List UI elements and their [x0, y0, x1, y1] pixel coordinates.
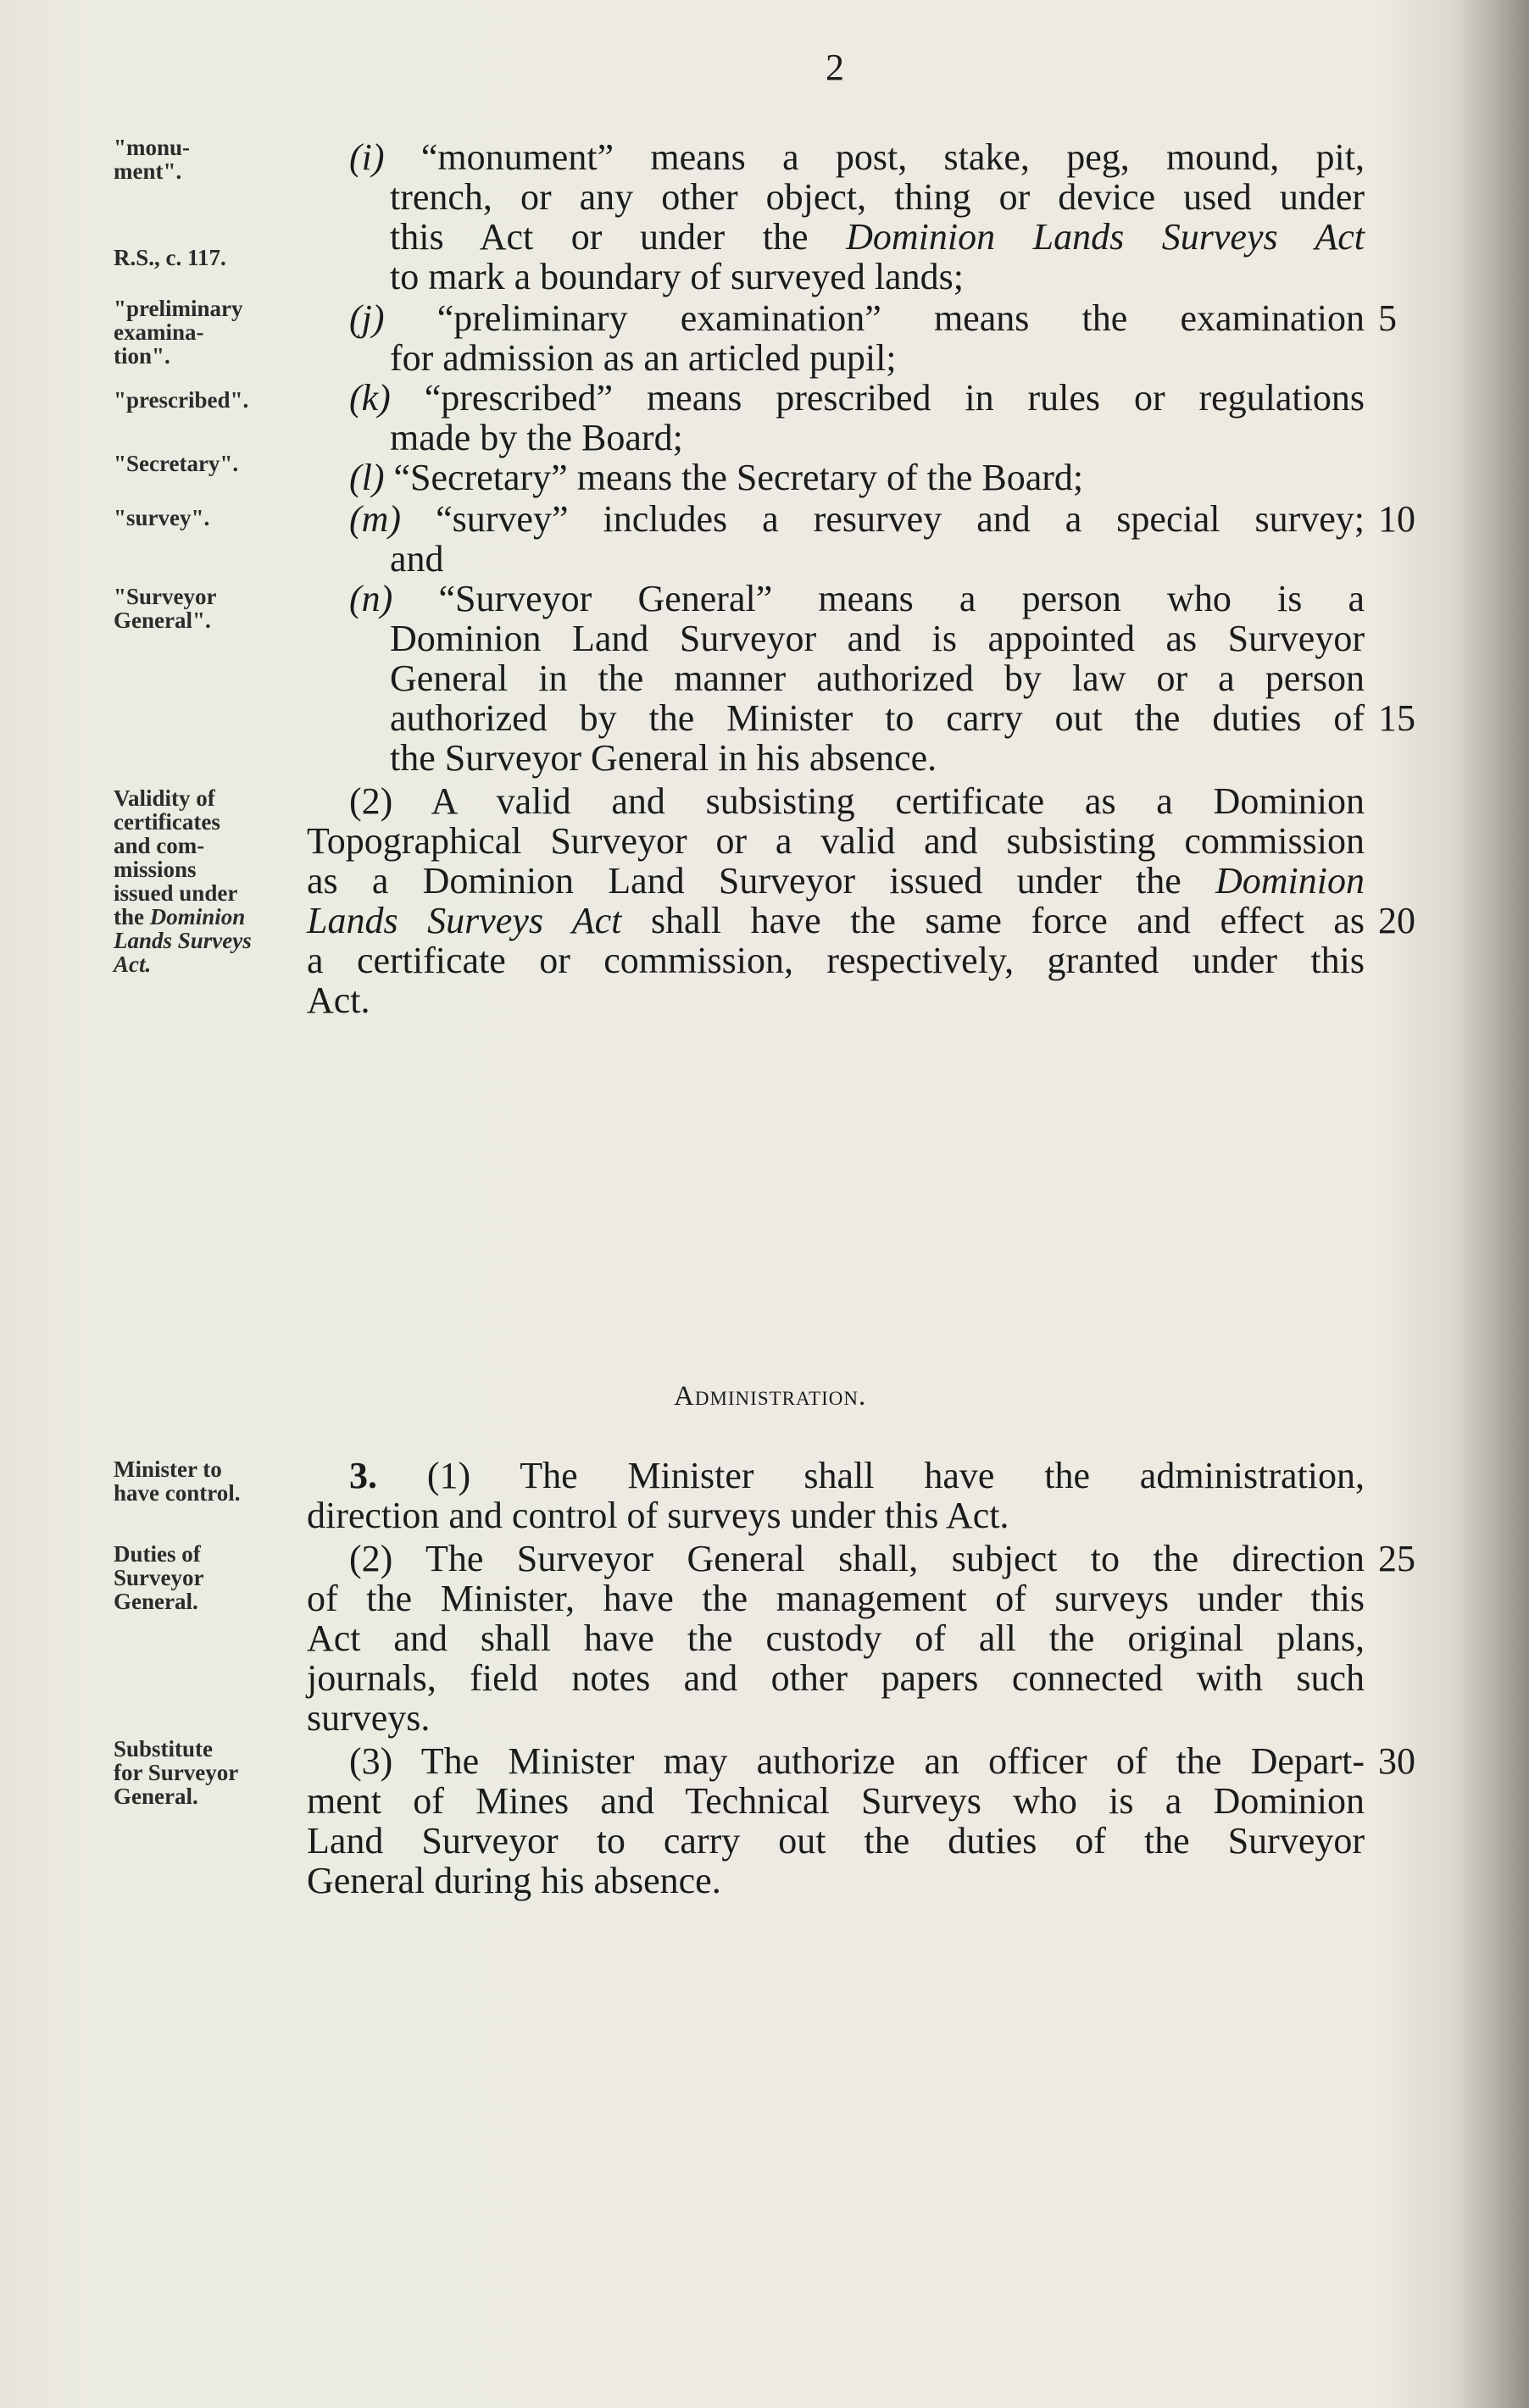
margin-note-substitute: Substitute for Surveyor General. — [114, 1736, 239, 1809]
margin-note-rs: R.S., c. 117. — [114, 245, 226, 270]
section-heading: Administration. — [674, 1381, 867, 1412]
line-number: 10 — [1378, 498, 1415, 540]
text-line: (2) The Surveyor General shall, subject to the direction — [349, 1538, 1365, 1579]
text-line — [349, 499, 1365, 540]
clause-marker: (l) — [349, 457, 385, 498]
text-line: the Surveyor General in his absence. — [390, 737, 937, 779]
text-line: Act and shall have the custody of all the original plans, — [307, 1617, 1365, 1659]
line-number: 5 — [1378, 297, 1397, 339]
margin-note-minister: Minister to have control. — [114, 1456, 241, 1506]
clause-text: “monument” means a post, stake, peg, mound, pit, — [420, 136, 1365, 178]
text-line — [349, 579, 1365, 619]
text-line: (2) A valid and subsisting certificate as a Dominion — [349, 780, 1365, 822]
text-line: Topographical Surveyor or a valid and subsisting commission — [307, 820, 1365, 862]
text-line: Land Surveyor to carry out the duties of the Surveyor — [307, 1820, 1365, 1861]
clause-text: “prescribed” means prescribed in rules or regulations — [424, 377, 1365, 419]
line-number: 25 — [1378, 1538, 1415, 1579]
text-line: Act. — [307, 979, 370, 1021]
text-line: (3) The Minister may authorize an officer of the Depart- — [349, 1740, 1365, 1782]
clause-text: “preliminary examination” means the examination — [436, 297, 1365, 339]
margin-note-surveyor-general: "Surveyor General". — [114, 584, 217, 633]
text-line — [349, 137, 1365, 178]
clause-text: as a Dominion Land Surveyor issued under the — [307, 860, 1182, 902]
margin-note-duties: Duties of Surveyor General. — [114, 1541, 204, 1614]
text-line: made by the Board; — [390, 417, 683, 458]
text-line: a certificate or commission, respectively, granted under this — [307, 940, 1365, 981]
text-line: surveys. — [307, 1697, 431, 1739]
text-line — [307, 861, 1365, 902]
line-number: 15 — [1378, 697, 1415, 739]
margin-note-secretary: "Secretary". — [114, 451, 239, 476]
page-number: 2 — [826, 47, 844, 88]
margin-note-prescribed: "prescribed". — [114, 387, 249, 413]
text-line: ment of Mines and Technical Surveys who is a Dominion — [307, 1780, 1365, 1822]
text-line — [349, 378, 1365, 419]
act-title: Dominion — [1215, 860, 1365, 902]
text-line: Dominion Land Surveyor and is appointed as Surveyor — [390, 618, 1365, 659]
act-title: Lands Surveys Act — [307, 900, 622, 941]
text-line — [390, 217, 1365, 258]
text-line: to mark a boundary of surveyed lands; — [390, 256, 964, 297]
text-line: trench, or any other object, thing or device used under — [390, 176, 1365, 218]
text-line: and — [390, 538, 444, 580]
margin-note-validity-text: Validity of certificates and com- missions issued under the — [114, 785, 238, 929]
clause-text: “Secretary” means the Secretary of the Board; — [393, 457, 1084, 498]
text-line — [307, 901, 1365, 941]
section-number: 3. — [349, 1455, 377, 1496]
text-line: General in the manner authorized by law or a person — [390, 657, 1365, 699]
text-line — [349, 1456, 1365, 1496]
text-line: General during his absence. — [307, 1860, 721, 1901]
clause-text: “Surveyor General” means a person who is a — [438, 578, 1365, 619]
clause-marker: (j) — [349, 297, 385, 339]
text-line: of the Minister, have the management of surveys under this — [307, 1578, 1365, 1619]
clause-marker: (i) — [349, 136, 385, 178]
line-number: 20 — [1378, 900, 1415, 941]
clause-text: “survey” includes a resurvey and a special survey; — [436, 498, 1365, 540]
text-line — [349, 458, 1365, 498]
act-title: Dominion Lands Surveys Act — [846, 216, 1365, 258]
margin-note-survey: "survey". — [114, 505, 210, 530]
margin-note-monument: "monu- ment". — [114, 135, 191, 184]
clause-text: shall have the same force and effect as — [650, 900, 1365, 941]
clause-marker: (m) — [349, 498, 402, 540]
text-line — [349, 298, 1365, 339]
text-line: for admission as an articled pupil; — [390, 337, 897, 379]
clause-marker: (k) — [349, 377, 391, 419]
text-line: journals, field notes and other papers connected with such — [307, 1657, 1365, 1699]
margin-note-validity — [114, 786, 296, 976]
clause-marker: (n) — [349, 578, 393, 619]
clause-text: this Act or under the — [390, 216, 809, 258]
line-number: 30 — [1378, 1740, 1415, 1782]
clause-text: (1) The Minister shall have the administration, — [426, 1455, 1365, 1496]
text-line: authorized by the Minister to carry out the duties of — [390, 697, 1365, 739]
text-line: direction and control of surveys under this Act. — [307, 1495, 1009, 1536]
margin-note-preliminary: "preliminary examina- tion". — [114, 296, 243, 369]
margin-note-validity-act: Dominion Lands Surveys Act. — [114, 904, 252, 977]
